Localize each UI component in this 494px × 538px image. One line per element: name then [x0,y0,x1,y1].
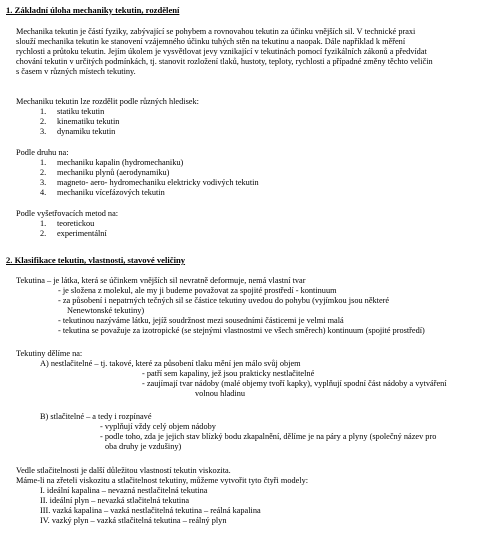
list-text: dynamiku tekutin [57,127,116,136]
incompressible-line: - patří sem kapaliny, jež jsou prakticky nestlačitelné [142,369,315,378]
intro-line: chování tekutin v určitých podmínkách, tj. stanovit rozložení tlaků, hustoty, teploty, rychlosti a případné změny těchto veličin [16,57,433,66]
compressible-line: B) stlačitelné – a tedy i rozpínavé [40,412,152,421]
list-item [40,158,259,168]
intro-line: Mechanika tekutin je částí fyziky, zabývající se pohybem a rovnovahou tekutin za účinku vnějších sil. V technické praxi [16,27,416,36]
division-intro: Mechaniku tekutin lze rozdělit podle různých hledisek: [16,97,199,106]
by-kind-list [40,158,259,198]
intro-line: slouží mechanika tekutin ke stanovení vzájemného účinku tuhých stěn na tekutinu a naopak. Dále například k měření [16,37,406,46]
list-item [40,117,119,127]
model-line: IV. vazký plyn – vazká stlačitelná tekutina – reálný plyn [40,516,227,525]
list-number: 2. [40,229,47,238]
list-text: mechaniku kapalin (hydromechaniku) [57,158,184,167]
list-number: 1. [40,107,47,116]
list-number: 3. [40,178,47,187]
list-item [40,107,119,117]
by-method-list [40,219,107,239]
list-item [40,168,259,178]
definition-line: - tekutinou nazýváme látku, jejíž soudržnost mezi sousedními částicemi je velmi malá [58,316,344,325]
incompressible-line: A) nestlačitelné – tj. takové, které za působení tlaku mění jen málo svůj objem [40,359,301,368]
list-number: 1. [40,158,47,167]
list-item [40,219,107,229]
list-text: statiku tekutin [57,107,105,116]
list-text: experimentální [57,229,107,238]
model-line: III. vazká kapalina – vazká nestlačitelná tekutina – reálná kapalina [40,506,261,515]
list-text: mechaniku plynů (aerodynamiku) [57,168,170,177]
incompressible-line: volnou hladinu [195,389,246,398]
by-kind-intro: Podle druhu na: [16,148,69,157]
compressible-line: oba druhy je vzdušiny) [105,442,182,451]
closing-line: Vedle stlačitelnosti je další důležitou vlastností tekutin viskozita. [16,466,231,475]
model-line: II. ideální plyn – nevazká stlačitelná tekutina [40,496,190,505]
list-text: magneto- aero- hydromechaniku elektricky vodivých tekutin [57,178,259,187]
intro-line: s časem v různých místech tekutiny. [16,67,136,76]
list-number: 2. [40,168,47,177]
definition-line: Tekutina – je látka, která se účinkem vnějších sil nevratně deformuje, nemá vlastní tvar [16,276,306,285]
division-list [40,107,119,137]
incompressible-line: - zaujímají tvar nádoby (malé objemy tvoří kapky), vyplňují spodní část nádoby a vytváření [142,379,447,388]
list-text: mechaniku vícefázových tekutin [57,188,165,197]
by-method-intro: Podle vyšetřovacích metod na: [16,209,119,218]
compressible-line: - podle toho, zda je jejich stav blízký bodu zkapalnění, dělíme je na páry a plyny (společný název pro [100,432,437,441]
divide-intro: Tekutiny dělíme na: [16,349,83,358]
list-number: 2. [40,117,47,126]
list-item [40,178,259,188]
compressible-line: - vyplňují vždy celý objem nádoby [100,422,216,431]
list-item [40,127,119,137]
list-text: kinematiku tekutin [57,117,120,126]
model-line: I. ideální kapalina – nevazná nestlačitelná tekutina [40,486,208,495]
closing-line: Máme-li na zřeteli viskozitu a stlačitelnost tekutiny, můžeme vytvořit tyto čtyři modely: [16,476,309,485]
definition-line: - za působení i nepatrných tečných sil se částice tekutiny uvedou do pohybu (vyjímkou jsou některé [58,296,390,305]
intro-line: rychlosti a průtoku tekutin. Jejím úkolem je vysvětlovat jevy vznikající v tekutinách pomocí fyzikálních zákonů a předvídat [16,47,427,56]
list-number: 3. [40,127,47,136]
section-1-heading: 1. Základní úloha mechaniky tekutin, rozdělení [6,5,180,15]
definition-line: - tekutina se považuje za izotropické (se stejnými vlastnostmi ve všech směrech) kontinuum (spojité prostředí) [58,326,425,335]
section-2-heading: 2. Klasifikace tekutin, vlastnosti, stavové veličiny [6,255,186,265]
list-number: 1. [40,219,47,228]
list-number: 4. [40,188,47,197]
definition-line: - je složena z molekul, ale my ji budeme považovat za spojité prostředí - kontinuum [58,286,337,295]
list-item [40,229,107,239]
list-item [40,188,259,198]
list-text: teoretickou [57,219,95,228]
definition-line: Nenewtonské tekutiny) [67,306,145,315]
